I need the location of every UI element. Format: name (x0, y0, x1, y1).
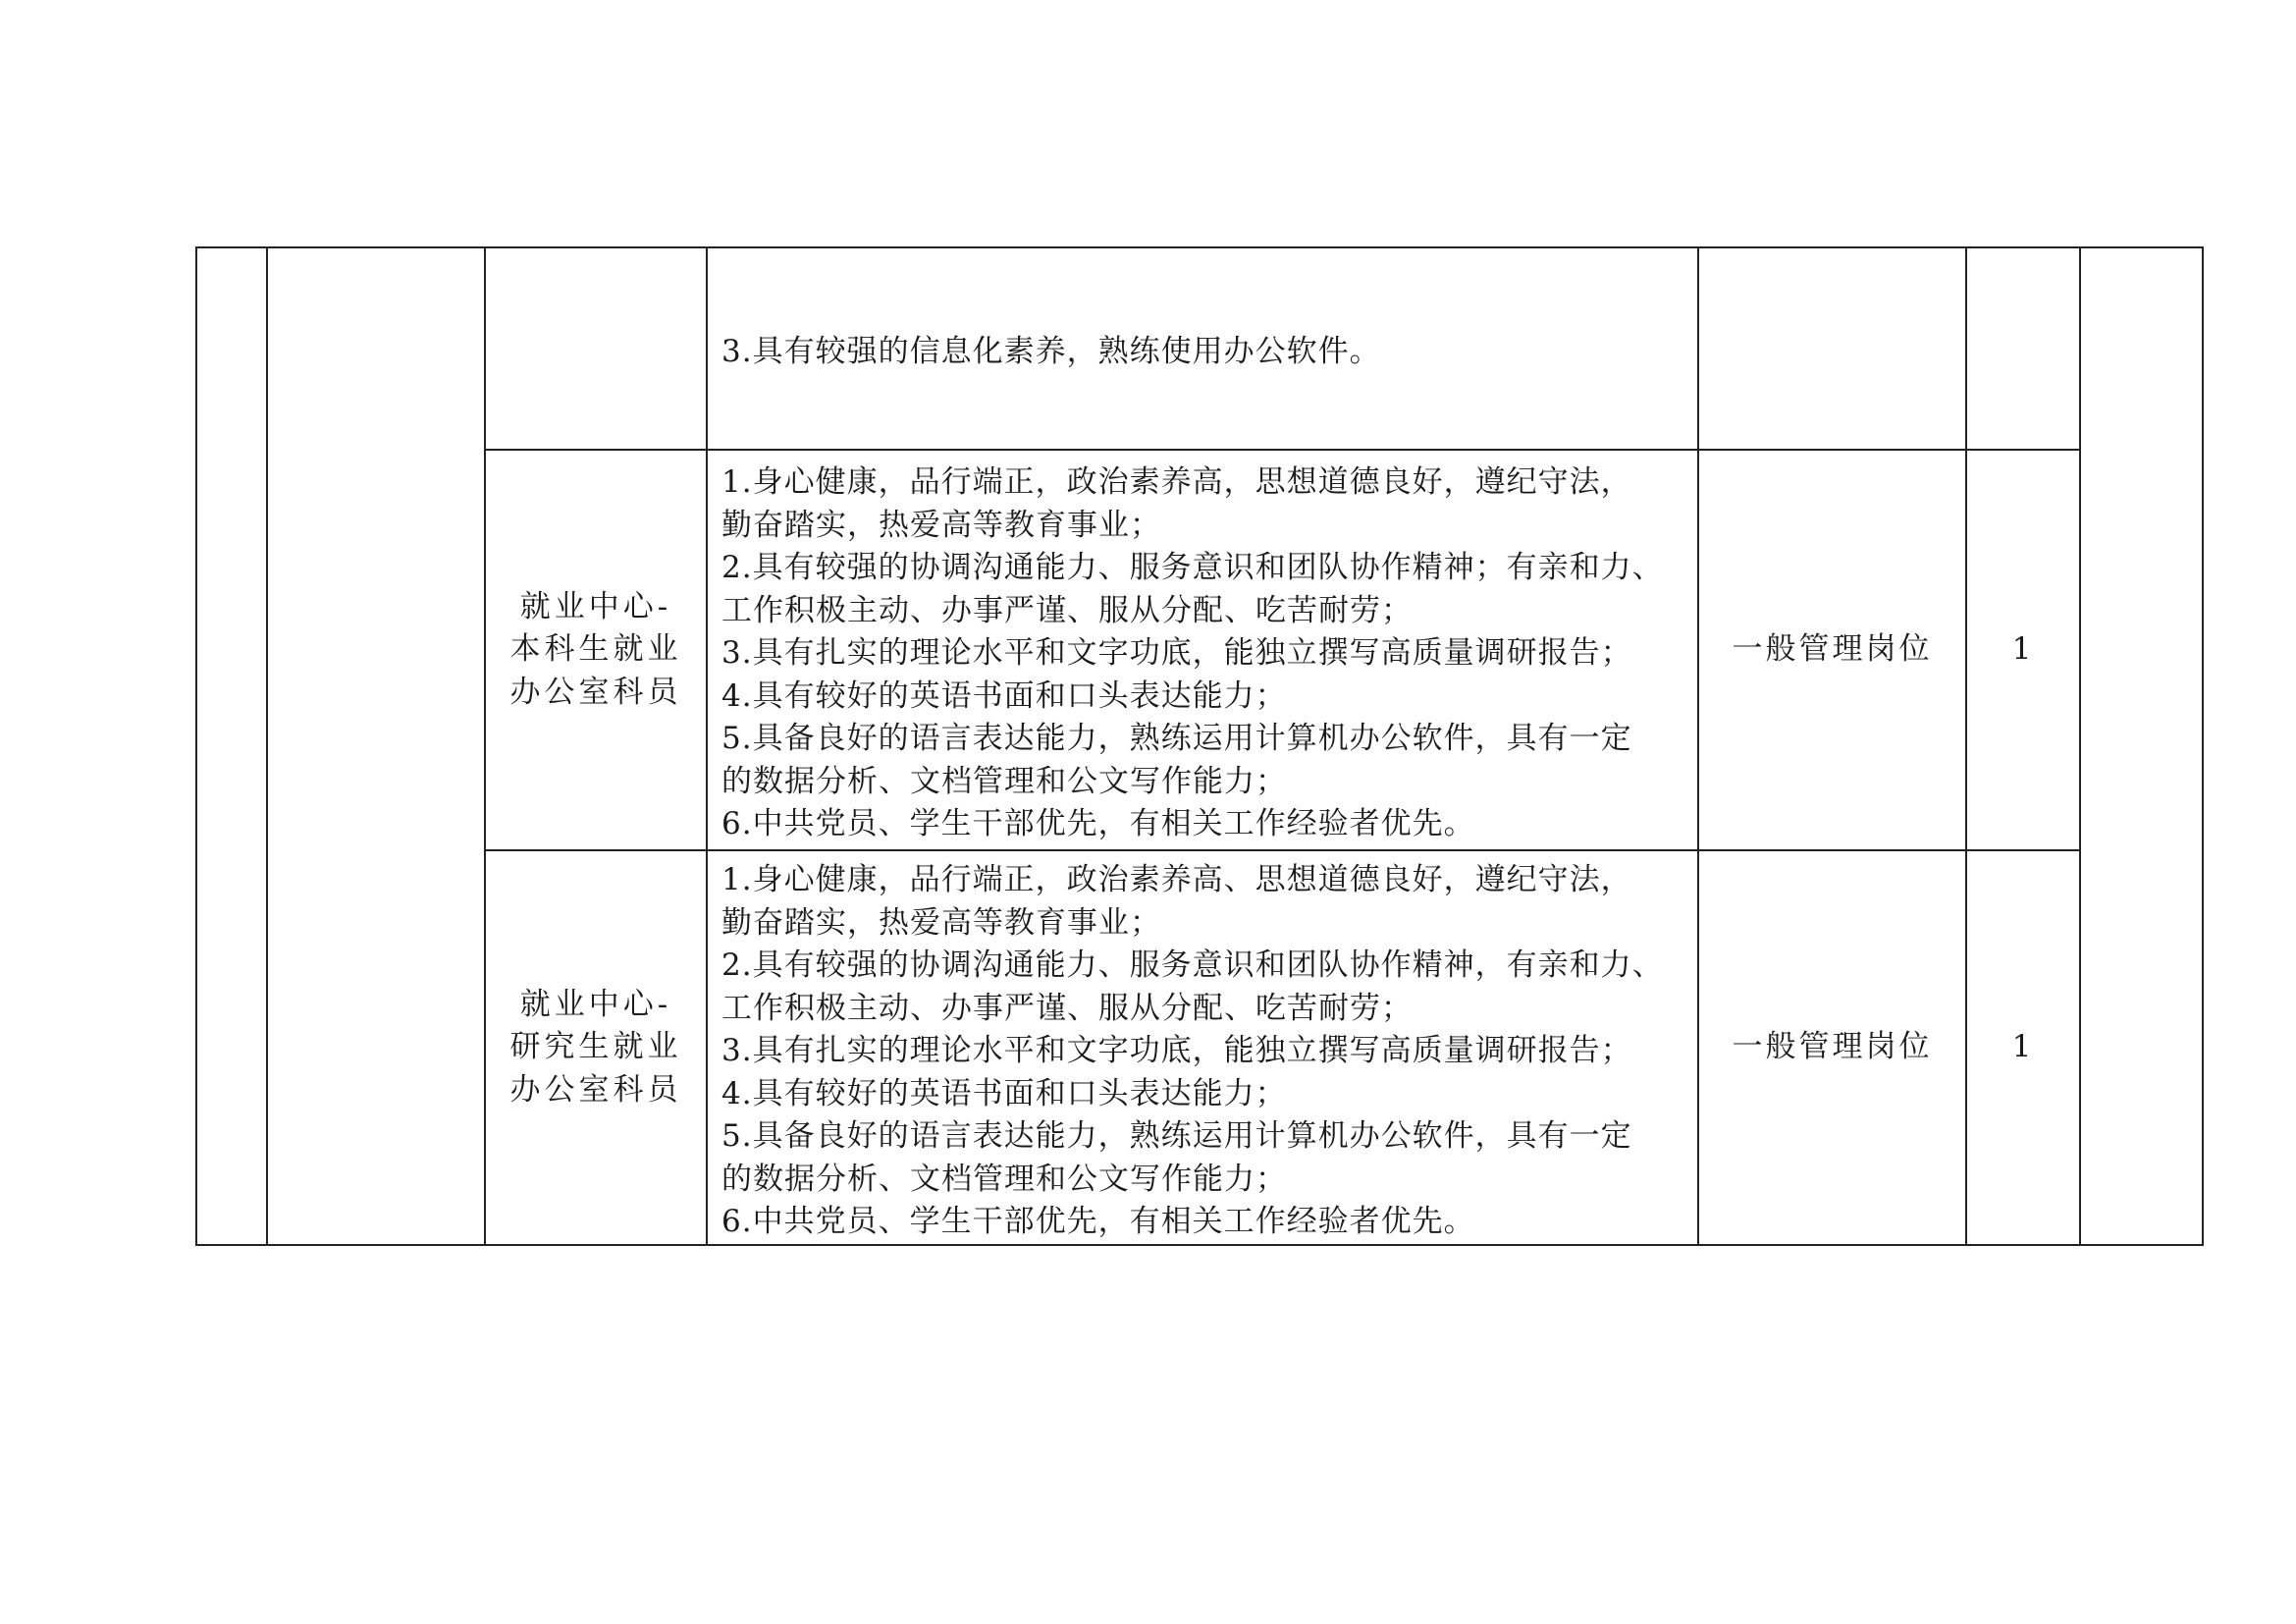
headcount-cell: 1 (1966, 450, 2080, 850)
position-line: 办公室科员 (509, 1071, 682, 1108)
headcount-cell (1966, 247, 2080, 450)
table-row (196, 850, 2203, 1245)
requirement-line: 工作积极主动、办事严谨、服从分配、吃苦耐劳； (721, 990, 1413, 1026)
position-cell (485, 247, 707, 450)
position-type-cell: 一般管理岗位 (1698, 450, 1966, 850)
requirement-line: 2.具有较强的协调沟通能力、服务意识和团队协作精神；有亲和力、 (721, 550, 1664, 586)
requirement-line: 3.具有扎实的理论水平和文字功底，能独立撰写高质量调研报告； (721, 1033, 1632, 1068)
requirement-line: 勤奋踏实，热爱高等教育事业； (721, 904, 1161, 941)
requirement-line: 5.具备良好的语言表达能力，熟练运用计算机办公软件，具有一定 (721, 1118, 1632, 1154)
position-line: 办公室科员 (509, 674, 682, 710)
requirement-line: 的数据分析、文档管理和公文写作能力； (721, 1161, 1287, 1197)
unit-cell (267, 247, 485, 1245)
requirement-line: 3.具有较强的信息化素养，熟练使用办公软件。 (721, 334, 1381, 370)
requirement-line: 1.身心健康，品行端正，政治素养高，思想道德良好，遵纪守法， (721, 464, 1632, 501)
requirements-cell (707, 247, 1698, 450)
index-cell (196, 247, 267, 1245)
requirement-line: 工作积极主动、办事严谨、服从分配、吃苦耐劳； (721, 592, 1413, 628)
position-line: 研究生就业 (509, 1029, 682, 1064)
requirement-line: 4.具有较好的英语书面和口头表达能力； (721, 1075, 1287, 1111)
requirement-line: 2.具有较强的协调沟通能力、服务意识和团队协作精神，有亲和力、 (721, 947, 1664, 983)
recruitment-table (195, 246, 2204, 1246)
position-line: 就业中心- (519, 588, 672, 624)
requirement-line: 勤奋踏实，热爱高等教育事业； (721, 507, 1161, 543)
position-cell (485, 450, 707, 850)
position-cell (485, 850, 707, 1245)
requirement-line: 4.具有较好的英语书面和口头表达能力； (721, 677, 1287, 714)
position-line: 本科生就业 (509, 631, 682, 668)
requirement-line: 3.具有扎实的理论水平和文字功底，能独立撰写高质量调研报告； (721, 635, 1632, 672)
position-type-cell: 一般管理岗位 (1698, 850, 1966, 1245)
position-line: 就业中心- (519, 986, 672, 1022)
position-type-cell (1698, 247, 1966, 450)
requirement-line: 的数据分析、文档管理和公文写作能力； (721, 763, 1287, 799)
requirements-cell (707, 850, 1698, 1245)
requirement-line: 1.身心健康，品行端正，政治素养高、思想道德良好，遵纪守法， (721, 862, 1632, 897)
headcount-cell: 1 (1966, 850, 2080, 1245)
requirements-cell (707, 450, 1698, 850)
table-row (196, 247, 2203, 450)
requirement-line: 6.中共党员、学生干部优先，有相关工作经验者优先。 (721, 806, 1475, 842)
requirement-line: 5.具备良好的语言表达能力，熟练运用计算机办公软件，具有一定 (721, 721, 1632, 757)
remarks-cell (2080, 247, 2203, 1245)
requirement-line: 6.中共党员、学生干部优先，有相关工作经验者优先。 (721, 1204, 1475, 1239)
table-row (196, 450, 2203, 850)
